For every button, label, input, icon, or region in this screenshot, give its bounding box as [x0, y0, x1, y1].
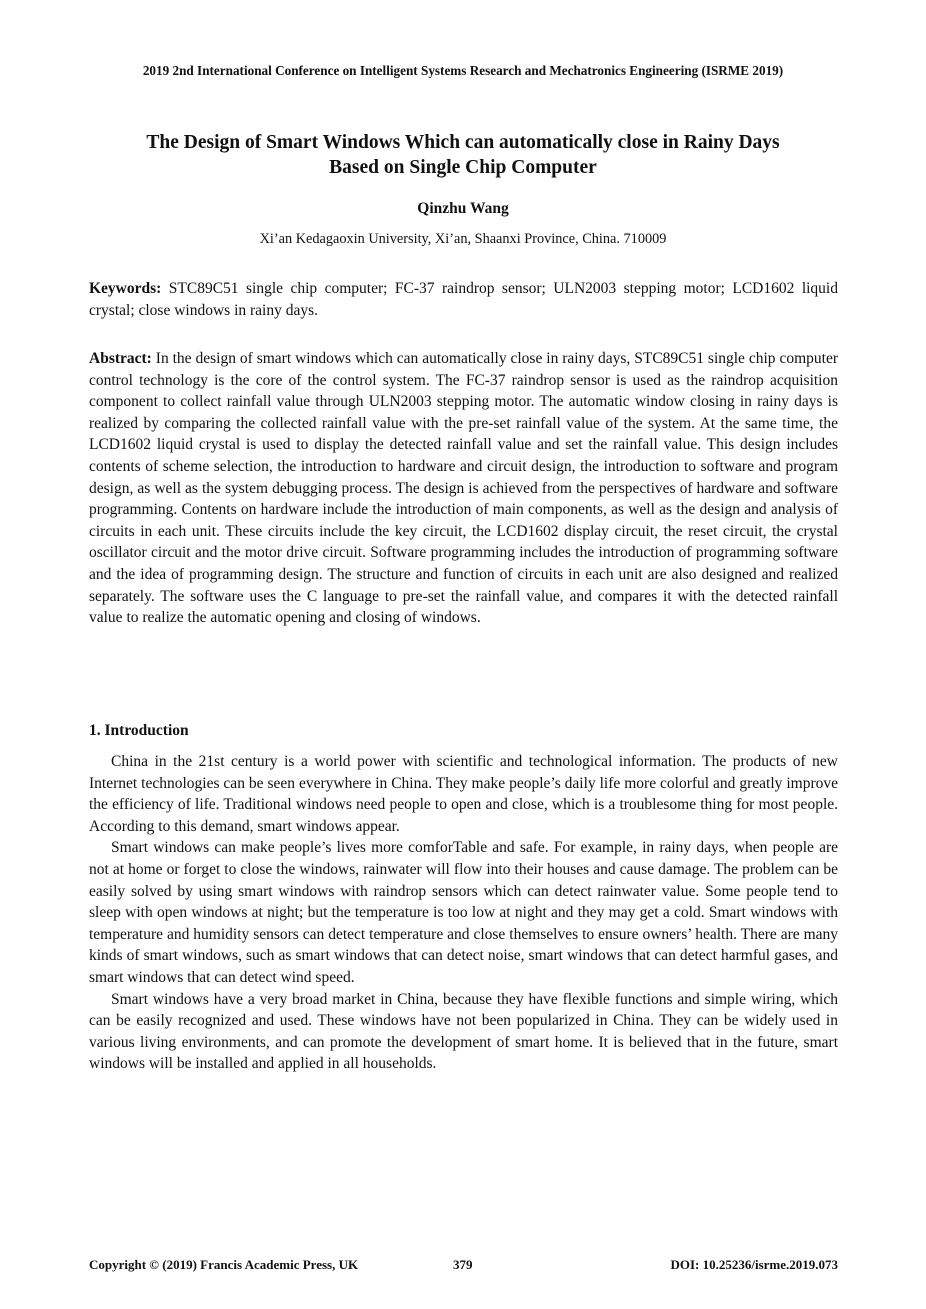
- section-heading-introduction: 1. Introduction: [89, 722, 189, 739]
- abstract-label: Abstract:: [89, 350, 152, 367]
- paper-title-line-2: Based on Single Chip Computer: [329, 157, 597, 178]
- paper-title: [80, 130, 846, 180]
- author-name: Qinzhu Wang: [417, 200, 509, 217]
- footer-copyright: Copyright © (2019) Francis Academic Press, UK: [89, 1257, 359, 1272]
- keywords-text: STC89C51 single chip computer; FC-37 raindrop sensor; ULN2003 stepping motor; LCD1602 liquid crystal; close windows in rainy days.: [89, 280, 838, 319]
- body-paragraph: China in the 21st century is a world power with scientific and technological information. The products of new Internet technologies can be seen everywhere in China. They make people’s daily life more colorful and greatly improve the efficiency of life. Traditional windows need people to open and close, which is a troublesome thing for most people. According to this demand, smart windows appear.: [89, 753, 838, 835]
- keywords-block: [89, 278, 838, 321]
- paper-title-line-1: The Design of Smart Windows Which can automatically close in Rainy Days: [146, 132, 780, 153]
- abstract-block: [89, 348, 838, 629]
- body-paragraph: Smart windows can make people’s lives more comforTable and safe. For example, in rainy days, when people are not at home or forget to close the windows, rainwater will flow into their houses and cause damage. The problem can be easily solved by using smart windows with raindrop sensors which can detect rainwater value. Some people tend to sleep with open windows at night; but the temperature is too low at night and they may get a cold. Smart windows with temperature and humidity sensors can detect temperature and close themselves to ensure owners’ health. There are many kinds of smart windows, such as smart windows that can detect noise, smart windows that can detect harmful gases, and smart windows that can detect wind speed.: [89, 839, 838, 986]
- author-affiliation: Xi’an Kedagaoxin University, Xi’an, Shaanxi Province, China. 710009: [259, 231, 667, 247]
- body-paragraph: Smart windows have a very broad market in China, because they have flexible functions and simple wiring, which can be easily recognized and used. These windows have not been popularized in China. They can be widely used in various living environments, and can promote the development of smart home. It is believed that in the future, smart windows will be installed and applied in all households.: [89, 990, 838, 1073]
- footer-page-number: 379: [453, 1257, 473, 1272]
- footer-doi: DOI: 10.25236/isrme.2019.073: [670, 1257, 838, 1272]
- introduction-body: [89, 751, 838, 1075]
- keywords-label: Keywords:: [89, 280, 162, 297]
- conference-header: 2019 2nd International Conference on Intelligent Systems Research and Mechatronics Engineering (ISRME 2019): [142, 63, 784, 78]
- abstract-text: In the design of smart windows which can automatically close in rainy days, STC89C51 single chip computer control technology is the core of the control system. The FC-37 raindrop sensor is used as the raindrop acquisition component to collect rainfall value through ULN2003 stepping motor. The automatic window closing in rainy days is realized by comparing the collected rainfall value with the pre-set rainfall value of the system. At the same time, the LCD1602 liquid crystal is used to display the detected rainfall value and set the rainfall value. This design includes contents of scheme selection, the introduction to hardware and circuit design, the introduction to software and program design, as well as the system debugging process. The design is achieved from the perspectives of hardware and software programming. Contents on hardware include the introduction of main components, as well as the design and analysis of circuits in each unit. These circuits include the key circuit, the LCD1602 display circuit, the reset circuit, the crystal oscillator circuit and the motor drive circuit. Software programming includes the introduction of programming software and the idea of programming design. The structure and function of circuits in each unit are also designed and realized separately. The software uses the C language to pre-set the rainfall value, and compares it with the detected rainfall value to realize the automatic opening and closing of windows.: [89, 350, 839, 627]
